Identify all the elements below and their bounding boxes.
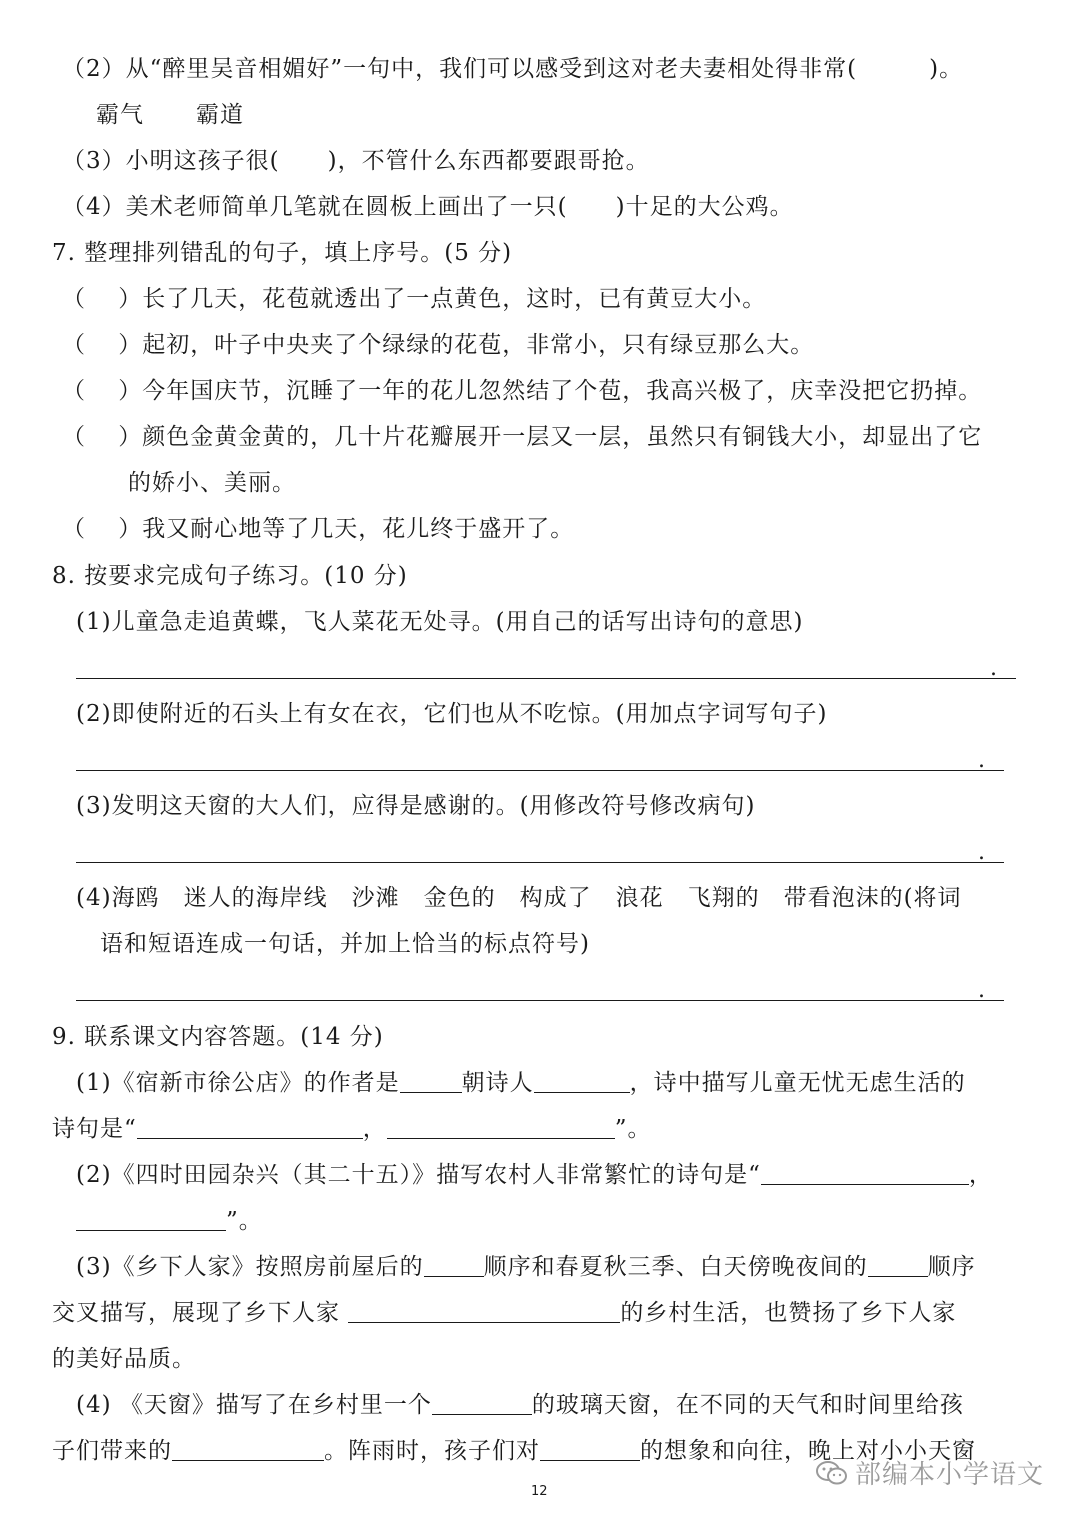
answer-line[interactable]: [76, 862, 1004, 863]
q8-item-2: (2)即使附近的石头上有女在衣，它们也从不吃惊。(用加点字词写句子): [76, 701, 828, 727]
q9-text: ”。: [226, 1208, 263, 1234]
q9-item-2: [76, 1160, 993, 1190]
q8-item-4-continued: 语和短语连成一句话，并加上恰当的标点符号): [100, 931, 590, 957]
q9-text: 。阵雨时，孩子们对: [324, 1438, 540, 1464]
q9-text: (2)《四时田园杂兴（其二十五）》描写农村人非常繁忙的诗句是“: [76, 1162, 761, 1188]
q9-text: 交叉描写，展现了乡下人家: [52, 1300, 349, 1326]
fill-blank[interactable]: [424, 1254, 484, 1277]
fill-blank[interactable]: [540, 1438, 640, 1461]
q9-text: ”。: [614, 1116, 652, 1142]
period-mark: .: [990, 656, 997, 681]
period-mark: .: [978, 978, 985, 1003]
q7-item: （ ）起初，叶子中央夹了个绿绿的花苞，非常小，只有绿豆那么大。: [62, 332, 815, 358]
q9-item-3: [76, 1252, 976, 1282]
q7-item: （ ）今年国庆节，沉睡了一年的花儿忽然结了个苞，我高兴极了，庆幸没把它扔掉。: [62, 378, 983, 404]
period-mark: .: [978, 748, 985, 773]
q8-title: 8. 按要求完成句子练习。(10 分): [52, 563, 408, 589]
q9-item-1: [76, 1068, 966, 1098]
q8-item-1: (1)儿童急走追黄蝶，飞人菜花无处寻。(用自己的话写出诗句的意思): [76, 609, 804, 635]
q9-text: 子们带来的: [52, 1438, 172, 1464]
q9-text: 顺序和春夏秋三季、白天傍晚夜间的: [483, 1254, 868, 1280]
q9-text: 诗句是“: [52, 1116, 137, 1142]
q9-title: 9. 联系课文内容答题。(14 分): [52, 1024, 384, 1050]
q6-item-3: （3）小明这孩子很( )，不管什么东西都要跟哥抢。: [62, 148, 650, 174]
period-mark: .: [978, 840, 985, 865]
q7-item-continued: 的娇小、美丽。: [128, 470, 296, 496]
fill-blank[interactable]: [76, 1208, 226, 1231]
watermark: [815, 1454, 1044, 1491]
fill-blank[interactable]: [761, 1162, 969, 1185]
q9-text: (1)《宿新市徐公店》的作者是: [76, 1070, 400, 1096]
answer-line[interactable]: [76, 1000, 1004, 1001]
answer-line[interactable]: [76, 770, 1004, 771]
watermark-text: 部编本小学语文: [855, 1460, 1045, 1490]
q6-option-1: 霸气: [96, 102, 144, 128]
q9-text: 的想象和向往，晚上对小小天窗: [640, 1438, 976, 1464]
q7-title: 7. 整理排列错乱的句子，填上序号。(5 分): [52, 240, 513, 266]
fill-blank[interactable]: [348, 1300, 620, 1323]
fill-blank[interactable]: [137, 1116, 363, 1139]
q9-text: 顺序: [927, 1254, 976, 1280]
q9-text: ，诗中描写儿童无忧无虑生活的: [629, 1070, 966, 1096]
fill-blank[interactable]: [534, 1070, 630, 1093]
q6-option-2: 霸道: [196, 102, 244, 128]
answer-line[interactable]: [76, 678, 1016, 679]
q9-item-1-continued: [52, 1114, 652, 1144]
q7-item: （ ）长了几天，花苞就透出了一点黄色，这时，已有黄豆大小。: [62, 286, 767, 312]
q9-text: ，: [362, 1116, 387, 1142]
fill-blank[interactable]: [432, 1392, 532, 1415]
fill-blank[interactable]: [868, 1254, 928, 1277]
fill-blank[interactable]: [400, 1070, 462, 1093]
fill-blank[interactable]: [387, 1116, 615, 1139]
q7-item: （ ）我又耐心地等了几天，花儿终于盛开了。: [62, 516, 575, 542]
q7-item: （ ）颜色金黄金黄的，几十片花瓣展开一层又一层，虽然只有铜钱大小，却显出了它: [62, 424, 983, 450]
q9-text: 的乡村生活，也赞扬了乡下人家: [620, 1300, 957, 1326]
q8-item-3: (3)发明这天窗的大人们，应得是感谢的。(用修改符号修改病句): [76, 793, 756, 819]
q6-item-4: （4）美术老师简单几笔就在圆板上画出了一只( )十足的大公鸡。: [62, 194, 794, 220]
page-number: 12: [531, 1484, 548, 1499]
wechat-icon: [815, 1459, 849, 1487]
q9-text: ，: [968, 1162, 993, 1188]
q9-item-3-continued: [52, 1298, 956, 1328]
q6-item-2: （2）从“醉里吴音相媚好”一句中，我们可以感受到这对老夫妻相处得非常( )。: [62, 56, 964, 82]
fill-blank[interactable]: [172, 1438, 324, 1461]
q9-item-4: [76, 1390, 964, 1420]
q9-text: 朝诗人: [461, 1070, 534, 1096]
q9-item-3-end: 的美好品质。: [52, 1346, 196, 1372]
q9-text: (3)《乡下人家》按照房前屋后的: [76, 1254, 424, 1280]
q9-text: (4) 《天窗》描写了在乡村里一个: [76, 1392, 432, 1418]
q9-text: 的玻璃天窗，在不同的天气和时间里给孩: [531, 1392, 964, 1418]
q8-item-4: (4)海鸥 迷人的海岸线 沙滩 金色的 构成了 浪花 飞翔的 带看泡沫的(将词: [76, 885, 962, 911]
q9-item-2-continued: [76, 1206, 263, 1236]
